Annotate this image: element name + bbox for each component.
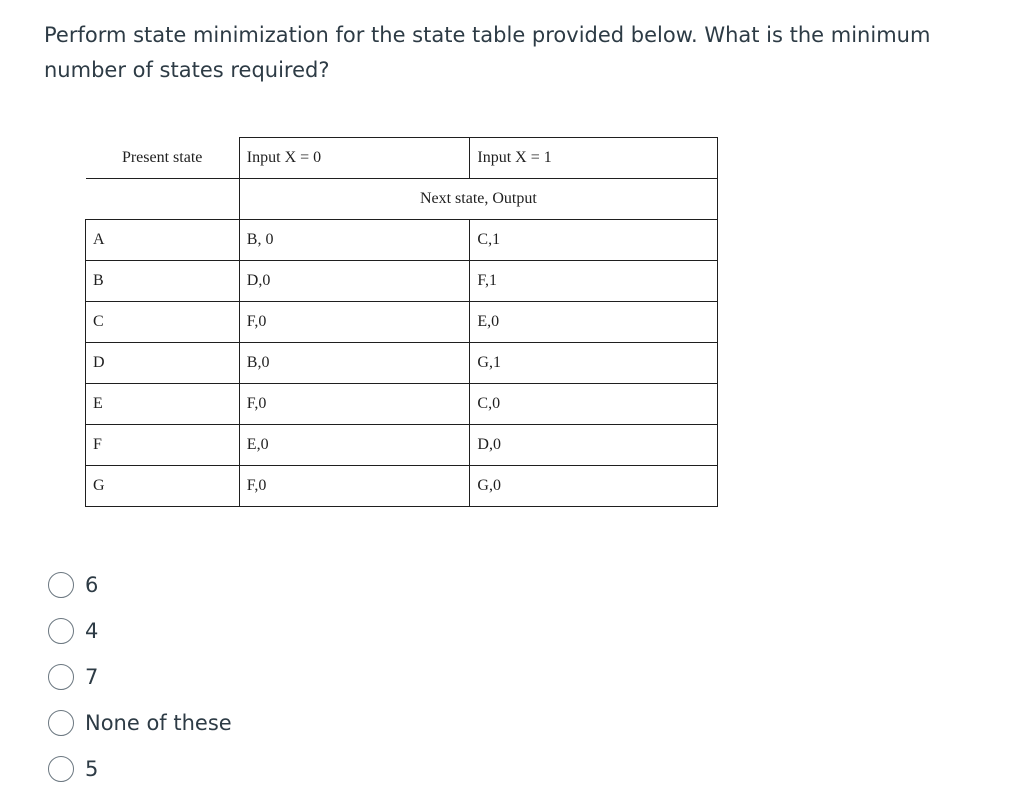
x0-cell: E,0 — [239, 425, 470, 466]
x1-cell: G,1 — [470, 343, 718, 384]
x1-cell: G,0 — [470, 466, 718, 507]
table-subheader-row — [86, 179, 718, 220]
table-row — [86, 261, 718, 302]
state-table — [85, 137, 718, 507]
question-text: Perform state minimization for the state table provided below. What is the minimum number of states required? — [44, 23, 931, 82]
header-next-state-output: Next state, Output — [239, 179, 717, 220]
state-cell: B — [86, 261, 240, 302]
table-row — [86, 384, 718, 425]
option-label[interactable]: 5 — [85, 757, 99, 781]
state-cell: E — [86, 384, 240, 425]
answer-option[interactable] — [48, 654, 232, 700]
option-label[interactable]: 4 — [85, 619, 99, 643]
table-row — [86, 302, 718, 343]
answer-options — [48, 562, 232, 792]
x1-cell: C,0 — [470, 384, 718, 425]
x1-cell: D,0 — [470, 425, 718, 466]
state-cell: C — [86, 302, 240, 343]
radio-button[interactable] — [48, 572, 74, 598]
answer-option[interactable] — [48, 700, 232, 746]
radio-button[interactable] — [48, 618, 74, 644]
radio-button[interactable] — [48, 664, 74, 690]
table-row — [86, 343, 718, 384]
option-label[interactable]: 7 — [85, 665, 99, 689]
x0-cell: F,0 — [239, 384, 470, 425]
answer-option[interactable] — [48, 746, 232, 792]
x1-cell: C,1 — [470, 220, 718, 261]
x0-cell: D,0 — [239, 261, 470, 302]
x0-cell: F,0 — [239, 302, 470, 343]
radio-button[interactable] — [48, 710, 74, 736]
table-row — [86, 220, 718, 261]
header-present-state: Present state — [86, 138, 240, 179]
table-row — [86, 425, 718, 466]
x0-cell: F,0 — [239, 466, 470, 507]
state-cell: D — [86, 343, 240, 384]
state-cell: G — [86, 466, 240, 507]
state-cell: F — [86, 425, 240, 466]
option-label[interactable]: 6 — [85, 573, 99, 597]
answer-option[interactable] — [48, 562, 232, 608]
header-input-x1: Input X = 1 — [470, 138, 718, 179]
x1-cell: E,0 — [470, 302, 718, 343]
radio-button[interactable] — [48, 756, 74, 782]
option-label[interactable]: None of these — [85, 711, 232, 735]
state-cell: A — [86, 220, 240, 261]
header-blank-cell — [86, 179, 240, 220]
answer-option[interactable] — [48, 608, 232, 654]
table-header-row — [86, 138, 718, 179]
x0-cell: B,0 — [239, 343, 470, 384]
table-row — [86, 466, 718, 507]
x0-cell: B, 0 — [239, 220, 470, 261]
header-input-x0: Input X = 0 — [239, 138, 470, 179]
x1-cell: F,1 — [470, 261, 718, 302]
